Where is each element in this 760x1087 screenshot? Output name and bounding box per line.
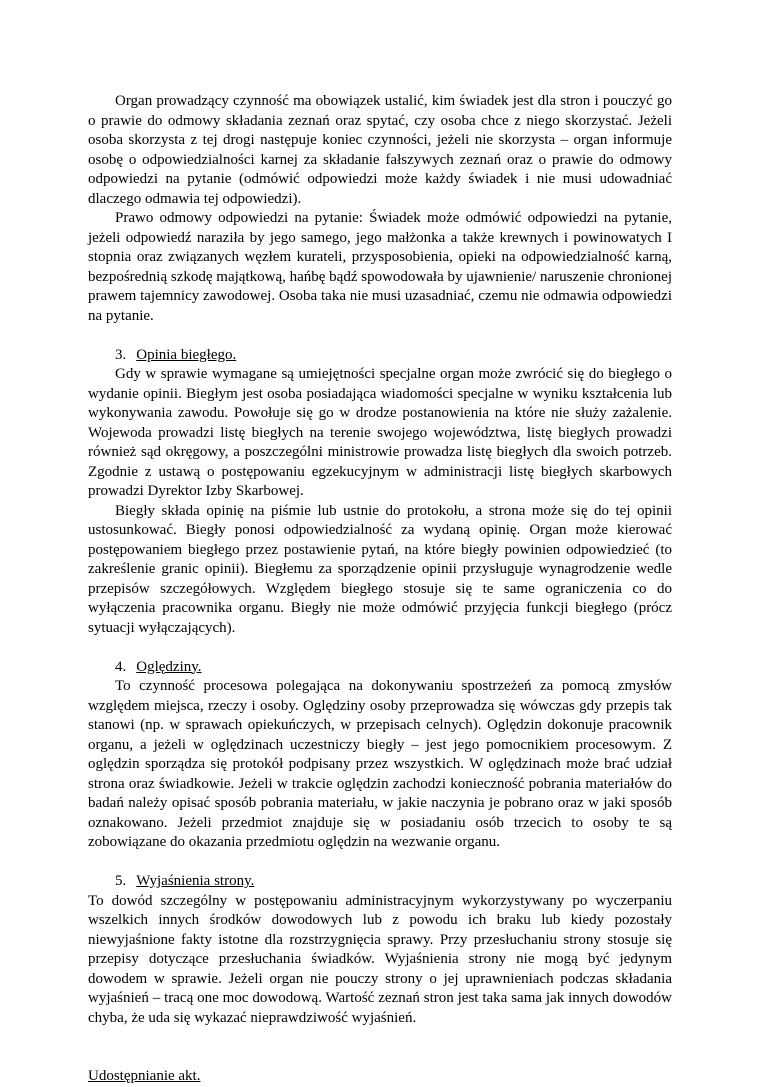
paragraph-refusal-right: Prawo odmowy odpowiedzi na pytanie: Świadek może odmówić odpowiedzi na pytanie, jeżeli odpowiedź naraziła by jego samego, jego małżonka a także krewnych i powinowatych I stopnia oraz związanych węzłem kurateli, przysposobienia, opieki na odpowiedzialność karną, bezpośrednią szkodę majątkową, hańbę bądź spowodowała by ujawnienie/ naruszenie chronionej prawem tajemnicy zawodowej. Osoba taka nie musi uzasadniać, czemu nie odmawia odpowiedzi na pytanie. [88, 210, 672, 324]
section-title-inspection: Oględziny. [136, 658, 202, 675]
section-number-5: 5. [115, 873, 127, 889]
paragraph-witness-duty: Organ prowadzący czynność ma obowiązek ustalić, kim świadek jest dla stron i pouczyć go o prawie do odmowy składania zeznań oraz spytać, czy osoba chce z niego skorzystać. Jeżeli osoba skorzysta z tej drogi następuje koniec czynności, jeżeli nie skorzysta – organ informuje osobę o odpowiedzialności karnej za składanie fałszywych zeznań oraz o prawie do odmowy odpowiedzi na pytanie (odmówić odpowiedzi może każdy świadek i nie musi udowadniać dlaczego odmawia tej odpowiedzi). [88, 93, 672, 207]
section-heading-inspection [115, 658, 672, 678]
section-heading-expert-opinion [115, 346, 672, 366]
section-title-expert-opinion: Opinia biegłego. [136, 346, 237, 363]
section-heading-party-statements [115, 872, 672, 892]
paragraph-party-statements: To dowód szczególny w postępowaniu administracyjnym wykorzystywany po wyczerpaniu wszelkich innych środków dowodowych lub z powodu ich braku lub kiedy pozostały niewyjaśnione fakty istotne dla rozstrzygnięcia sprawy. Przy przesłuchaniu strony stosuje się przepisy dotyczące przesłuchania świadków. Wyjaśnienia strony nie mogą być jedynym dowodem w sprawie. Jeżeli organ nie pouczy strony o jej uprawnieniach podczas składania wyjaśnień – tracą one moc dowodową. Wartość zeznań stron jest taka sama jak innych dowodów chyba, że uda się wykazać nieprawdziwość wyjaśnień. [88, 892, 672, 1026]
paragraph-expert-opinion: Biegły składa opinię na piśmie lub ustnie do protokołu, a strona może się do tej opinii ustosunkować. Biegły ponosi odpowiedzialność za wydaną opinię. Organ może kierować postępowaniem biegłego przez postawienie pytań, na które biegły powinien odpowiedzieć (to zakreślenie granic opinii). Biegłemu za sporządzenie opinii przysługuje wynagrodzenie wedle przepisów szczegółowych. Względem biegłego stosuje się te same ograniczenia co do wyłączenia pracownika organu. Biegły nie może odmówić przyjęcia funkcji biegłego (prócz sytuacji wyłączających). [88, 502, 672, 636]
heading-file-access: Udostępnianie akt. [88, 1068, 201, 1084]
section-number-3: 3. [115, 346, 127, 363]
paragraph-inspection: To czynność procesowa polegająca na dokonywaniu spostrzeżeń za pomocą zmysłów względem miejsca, rzeczy i osoby. Oględziny osoby przeprowadza się wówczas gdy przepis tak stanowi (np. w sprawach opiekuńczych, w przepisach celnych). Oględzin dokonuje pracownik organu, a jeżeli w oględzinach uczestniczy biegły – jest jego pomocnikiem procesowym. Z oględzin sporządza się protokół podpisany przez wszystkich. W oględzinach może brać udział strona oraz świadkowie. Jeżeli w trakcie oględzin zachodzi konieczność pobrania materiałów do badań należy opisać sposób pobrania materiału, w jakie naczynia je pobrano oraz w jaki sposób oznakowano. Jeżeli przedmiot znajduje się w posiadaniu osób trzecich to osoby te są zobowiązane do okazania przedmiotu oględzin na wezwanie organu. [88, 678, 672, 850]
section-title-party-statements: Wyjaśnienia strony. [136, 873, 255, 889]
section-number-4: 4. [115, 658, 127, 675]
paragraph-expert-intro: Gdy w sprawie wymagane są umiejętności specjalne organ może zwrócić się do biegłego o wydanie opinii. Biegłym jest osoba posiadająca wiadomości specjalne w wyniku kształcenia lub wykonywania zawodu. Powołuje się go w drodze postanowienia na które nie służy zażalenie. Wojewoda prowadzi listę biegłych na terenie swojego województwa, listę biegłych prowadzi również sąd okręgowy, a poszczególni ministrowie prowadza listę biegłych dla swoich potrzeb. Zgodnie z ustawą o postępowaniu egzekucyjnym w administracji listę biegłych skarbowych prowadzi Dyrektor Izby Skarbowej. [88, 366, 672, 499]
